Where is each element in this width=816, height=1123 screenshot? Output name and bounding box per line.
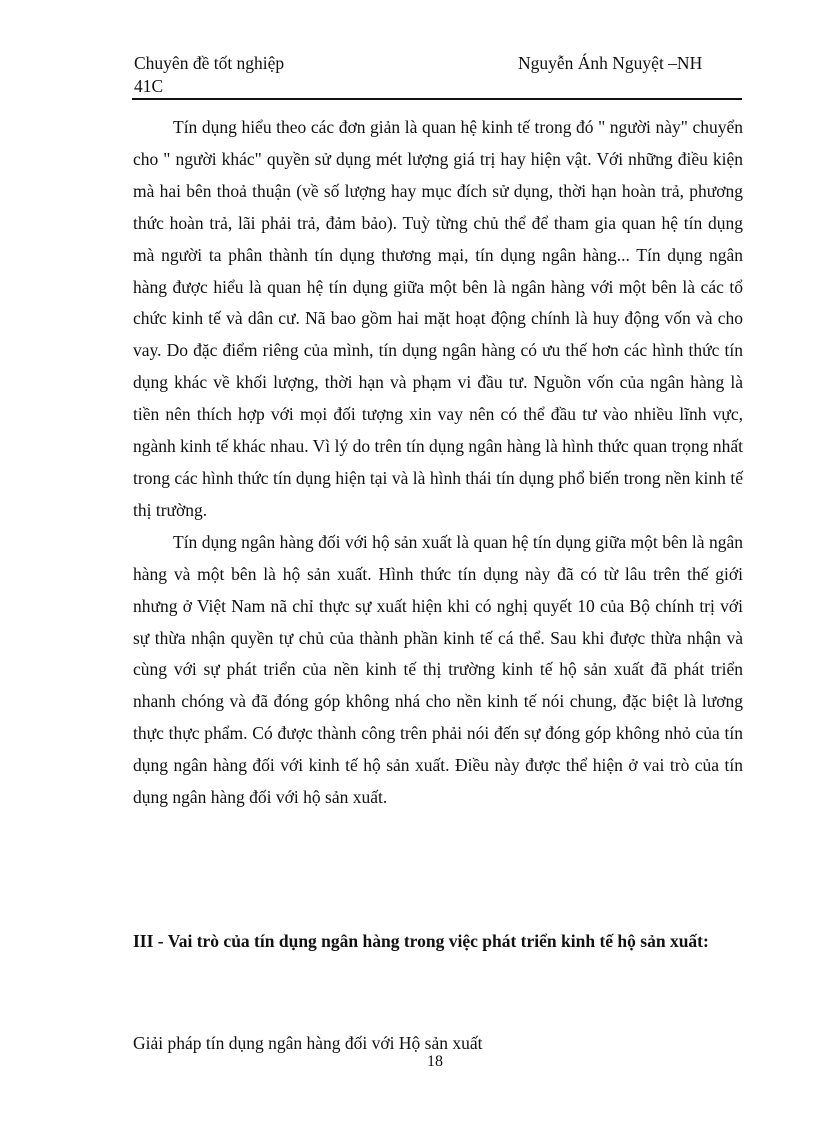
- header-class-code: 41C: [134, 76, 164, 96]
- body-text: [133, 112, 743, 814]
- footer-title: Giải pháp tín dụng ngân hàng đối với Hộ sản xuất: [133, 1033, 483, 1053]
- paragraph-2: Tín dụng ngân hàng đối với hộ sản xuất là quan hệ tín dụng giữa một bên là ngân hàng và một bên là hộ sản xuất. Hình thức tín dụng này đã có từ lâu trên thế giới nhưng ở Việt Nam nã chỉ thực sự xuất hiện khi có nghị quyết 10 của Bộ chính trị với sự thừa nhận quyền tự chủ của thành phần kinh tế cá thể. Sau khi được thừa nhận và cùng với sự phát triển của nền kinh tế thị trường kinh tế hộ sản xuất đã phát triển nhanh chóng và đã đóng góp không nhá cho nền kinh tế nói chung, đặc biệt là lương thực thực phẩm. Có được thành công trên phải nói đến sự đóng góp không nhỏ của tín dụng ngân hàng đối với kinh tế hộ sản xuất. Điều này được thể hiện ở vai trò của tín dụng ngân hàng đối với hộ sản xuất.: [133, 531, 743, 808]
- header-document-type: Chuyên đề tốt nghiệp: [134, 53, 285, 73]
- paragraph-1: Tín dụng hiểu theo các đơn giản là quan hệ kinh tế trong đó " người này" chuyển cho " người khác" quyền sử dụng mét lượng giá trị hay hiện vật. Với những điều kiện mà hai bên thoả thuận (về số lượng hay mục đích sử dụng, thời hạn hoàn trả, phương thức hoàn trả, lãi phải trả, đảm bảo). Tuỳ từng chủ thể để tham gia quan hệ tín dụng mà người ta phân thành tín dụng thương mại, tín dụng ngân hàng... Tín dụng ngân hàng được hiểu là quan hệ tín dụng giữa một bên là ngân hàng với một bên là các tổ chức kinh tế và dân cư. Nã bao gồm hai mặt hoạt động chính là huy động vốn và cho vay. Do đặc điểm riêng của mình, tín dụng ngân hàng có ưu thế hơn các hình thức tín dụng khác về khối lượng, thời hạn và phạm vi đầu tư. Nguồn vốn của ngân hàng là tiền nên thích hợp với mọi đối tượng xin vay nên có thể đầu tư vào nhiều lĩnh vực, ngành kinh tế khác nhau. Vì lý do trên tín dụng ngân hàng là hình thức quan trọng nhất trong các hình thức tín dụng hiện tại và là hình thái tín dụng phổ biến trong nền kinh tế thị trường.: [133, 117, 743, 520]
- page-number: 18: [427, 1053, 443, 1070]
- header-left: [134, 52, 284, 98]
- section-heading: III - Vai trò của tín dụng ngân hàng trong việc phát triển kinh tế hộ sản xuất:: [133, 931, 709, 951]
- header-author: Nguyễn Ánh Nguyệt –NH: [518, 53, 703, 73]
- page-header: [134, 52, 742, 98]
- header-divider: [132, 98, 742, 100]
